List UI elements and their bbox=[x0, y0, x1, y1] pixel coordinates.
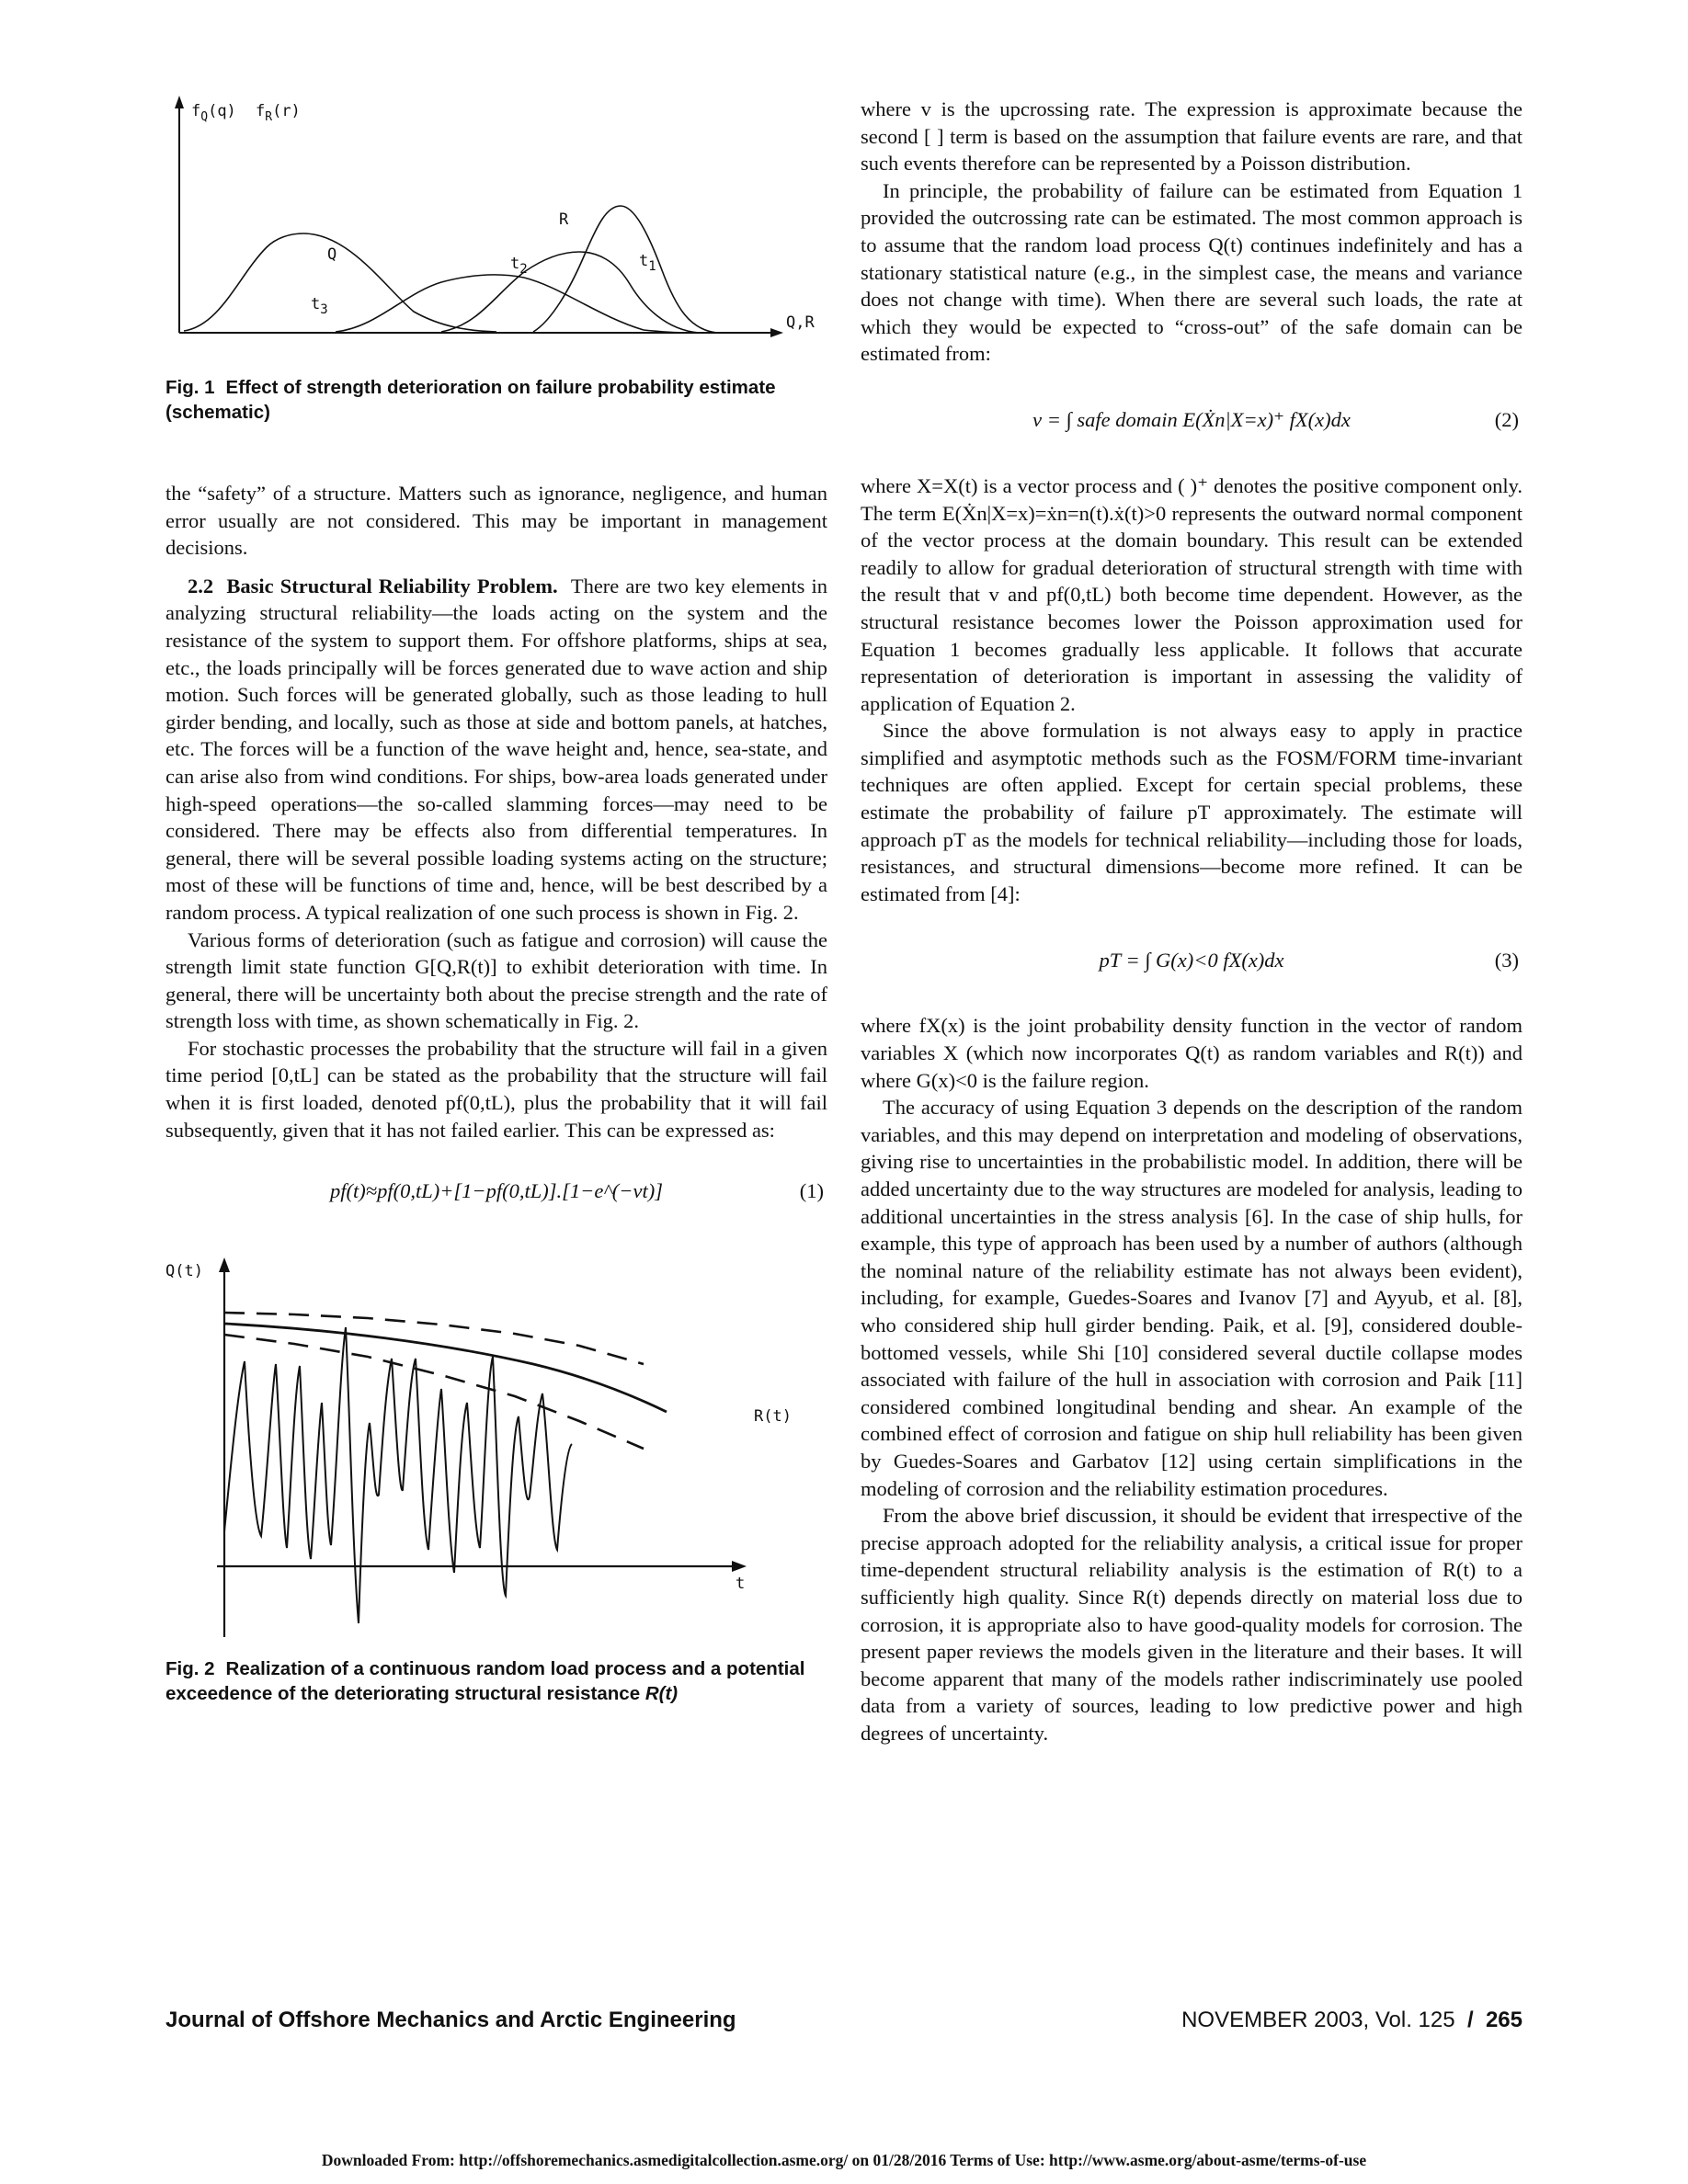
left-paragraph-4: For stochastic processes the probability that the structure will fail in a given time period [0,tL] can be stated as the probability that the structure will fail when it is first loaded, denoted pf(0,tL), plus the probability that it will fail subsequently, given that it has not failed earlier. This can be expressed as: bbox=[165, 1036, 827, 1142]
figure-2-caption-text: Realization of a continuous random load process and a potential exceedence of the deteriorating structural resistance bbox=[165, 1658, 805, 1705]
right-column bbox=[861, 96, 1523, 1746]
fig1-label-t3: $t_3$ bbox=[311, 295, 328, 317]
fig1-y-arrow bbox=[175, 96, 184, 108]
journal-name: Journal of Offshore Mechanics and Arctic Engineering bbox=[165, 2008, 736, 2032]
fig2-y-arrow bbox=[219, 1257, 230, 1272]
right-paragraph-1: where v is the upcrossing rate. The expression is approximate because the second [ ] term is based on the assumption that failure events are rare, and that such events therefore can be represented by a Poisson distribution. bbox=[861, 97, 1523, 176]
download-notice: Downloaded From: http://offshoremechanics.asmedigitalcollection.asme.org/ on 01/28/2016 Terms of Use: http://www.asme.org/about-asme/terms-of-use bbox=[321, 2151, 1367, 2169]
figure-1-number: Fig. 1 bbox=[165, 377, 215, 398]
equation-2-expression: v = ∫ safe domain E(Ẋn|X=x)⁺ fX(x)dx bbox=[1032, 408, 1351, 432]
equation-1 bbox=[165, 1164, 827, 1219]
figure-2-number: Fig. 2 bbox=[165, 1658, 215, 1680]
page-number: 265 bbox=[1485, 2008, 1523, 2032]
equation-3 bbox=[861, 927, 1523, 992]
fig1-label-t1: $t_1$ bbox=[639, 252, 656, 274]
left-paragraph-2-body: There are two key elements in analyzing structural reliability—the loads acting on the system and the resistance of the system to support them. For offshore platforms, ships at sea, etc., the loads principally will be forces generated due to wave action and ship motion. Such forces will be generated globally, such as those leading to hull girder bending, and locally, such as those at side and bottom panels, at hatches, etc. The forces will be a function of the wave height and, hence, sea-state, and can arise also from wind conditions. For ships, bow-area loads generated under high-speed operations—the so-called slamming forces—may need to be considered. There may be effects also from differential temperatures. In general, there will be several possible loading systems acting on the structure; most of these will be functions of time and, hence, will be best described by a random process. A typical realization of one such process is shown in Fig. 2. bbox=[165, 574, 828, 924]
fig2-x-arrow bbox=[732, 1561, 747, 1572]
figure-2-caption-var: R(t) bbox=[644, 1683, 679, 1705]
figure-1-plot bbox=[165, 96, 827, 371]
fig1-t3-curve bbox=[336, 275, 690, 333]
fig1-label-q: Q bbox=[327, 245, 337, 264]
fig2-lower-bound bbox=[224, 1335, 644, 1449]
right-paragraph-5: where fX(x) is the joint probability density function in the vector of random variables X (which now incorporates Q(t) as random variables and R(t)) and where G(x)<0 is the failure region. bbox=[861, 1014, 1523, 1092]
fig1-y-label-q: $f_Q(q)$ bbox=[191, 102, 236, 124]
section-number: 2.2 bbox=[188, 574, 214, 597]
fig1-q-curve bbox=[184, 233, 496, 332]
right-paragraph-3: where X=X(t) is a vector process and ( )⁺ denotes the positive component only. The term E(Ẋn|X=x)=ẋn=n(t).ẋ(t)>0 represents the outward normal component of the vector process at the domain boundary. This result can be extended readily to allow for gradual deterioration of structural strength with time with the result that v and pf(0,tL) both become time dependent. However, as the structural resistance becomes lower the Poisson approximation used for Equation 1 becomes gradually less applicable. It follows that accurate representation of deterioration is important in assessing the validity of application of Equation 2. bbox=[861, 473, 1523, 715]
fig2-resistance-curve bbox=[224, 1324, 667, 1412]
figure-1-caption bbox=[165, 375, 827, 425]
equation-3-expression: pT = ∫ G(x)<0 fX(x)dx bbox=[1099, 948, 1284, 972]
right-paragraph-4: Since the above formulation is not always easy to apply in practice simplified and asymptotic methods such as the FOSM/FORM time-invariant techniques are often applied. Except for certain special problems, these estimate the probability of failure pT approximately. The estimate will approach pT as the models for technical reliability—including those for loads, resistances, and structural dimensions—become more refined. It can be estimated from [4]: bbox=[861, 719, 1523, 905]
right-paragraph-2: In principle, the probability of failure can be estimated from Equation 1 provided the outcrossing rate can be estimated. The most common approach is to assume that the random load process Q(t) continues indefinitely and has a stationary statistical nature (e.g., in the simplest case, the means and variance does not change with time). When there are several such loads, the rate at which they would be expected to “cross-out” of the safe domain can be estimated from: bbox=[861, 178, 1523, 366]
left-column bbox=[165, 96, 827, 1706]
equation-1-number: (1) bbox=[799, 1179, 824, 1203]
figure-2 bbox=[165, 1256, 827, 1706]
figure-1-caption-text: Effect of strength deterioration on failure probability estimate (schematic) bbox=[165, 377, 776, 423]
fig1-label-r: R bbox=[559, 210, 569, 229]
fig1-x-arrow bbox=[770, 328, 783, 337]
issue-separator: / bbox=[1466, 2008, 1474, 2032]
right-paragraph-7: From the above brief discussion, it should be evident that irrespective of the precise approach adopted for the reliability analysis, a critical issue for proper time-dependent structural reliability analysis is the estimation of R(t) to a sufficiently high quality. Since R(t) depends directly on material loss due to corrosion, it is appropriate also to have good-quality models for corrosion. The present paper reviews the models given in the literature and their bases. It will become apparent that many of the models rather indiscriminately use pooled data from a variety of sources, leading to low predictive power and high degrees of uncertainty. bbox=[861, 1504, 1523, 1745]
left-paragraph-3: Various forms of deterioration (such as fatigue and corrosion) will cause the strength limit state function G[Q,R(t)] to exhibit deterioration with time. In general, there will be uncertainty both about the precise strength and the rate of strength loss with time, as shown schematically in Fig. 2. bbox=[165, 927, 827, 1033]
equation-3-number: (3) bbox=[1494, 948, 1519, 972]
equation-1-expression: pf(t)≈pf(0,tL)+[1−pf(0,tL)].[1−e^(−vt)] bbox=[330, 1179, 663, 1203]
fig2-y-label: Q(t) bbox=[165, 1262, 203, 1281]
fig1-x-label: Q,R bbox=[786, 313, 815, 332]
fig1-label-t2: $t_2$ bbox=[510, 255, 528, 277]
left-paragraph-2 bbox=[165, 573, 827, 927]
fig2-upper-bound bbox=[224, 1313, 644, 1364]
right-paragraph-6: The accuracy of using Equation 3 depends on the description of the random variables, and this may depend on interpretation and modeling of observations, giving rise to uncertainties in the probabilistic model. In addition, there will be added uncertainty due to the way structures are modeled for analysis, leading to additional uncertainties in the stress analysis [6]. In the case of ship hulls, for example, this type of approach has been used by a number of authors (although the nominal nature of the reliability estimate has not always been evident), including, for example, Guedes-Soares and Ivanov [7] and Ayyub, et al. [8], who considered ship hull girder bending. Paik, et al. [9], considered double-bottomed vessels, while Shi [10] considered several ductile collapse modes associated with failure of the hull in association with corrosion and Paik [11] considered combined longitudinal bending and shear. An example of the combined effect of corrosion and fatigue on ship hull reliability has been given by Guedes-Soares and Garbatov [12] using certain simplifications in the modeling of corrosion and the reliability estimation procedures. bbox=[861, 1096, 1523, 1500]
section-title: Basic Structural Reliability Problem. bbox=[226, 574, 558, 597]
left-paragraph-1: the “safety” of a structure. Matters such as ignorance, negligence, and human error usually are not considered. This may be important in management decisions. bbox=[165, 482, 827, 560]
figure-1 bbox=[165, 96, 827, 425]
equation-2 bbox=[861, 388, 1523, 452]
fig2-x-label: t bbox=[736, 1575, 746, 1594]
figure-2-caption bbox=[165, 1656, 827, 1706]
fig1-y-label-r: $f_R(r)$ bbox=[256, 102, 301, 124]
figure-2-plot bbox=[165, 1256, 827, 1651]
issue-info bbox=[1181, 2008, 1523, 2033]
equation-2-number: (2) bbox=[1494, 408, 1519, 432]
fig2-curve-label: R(t) bbox=[754, 1407, 792, 1427]
fig2-load-process bbox=[224, 1327, 572, 1623]
issue-date-volume: NOVEMBER 2003, Vol. 125 bbox=[1181, 2008, 1455, 2032]
